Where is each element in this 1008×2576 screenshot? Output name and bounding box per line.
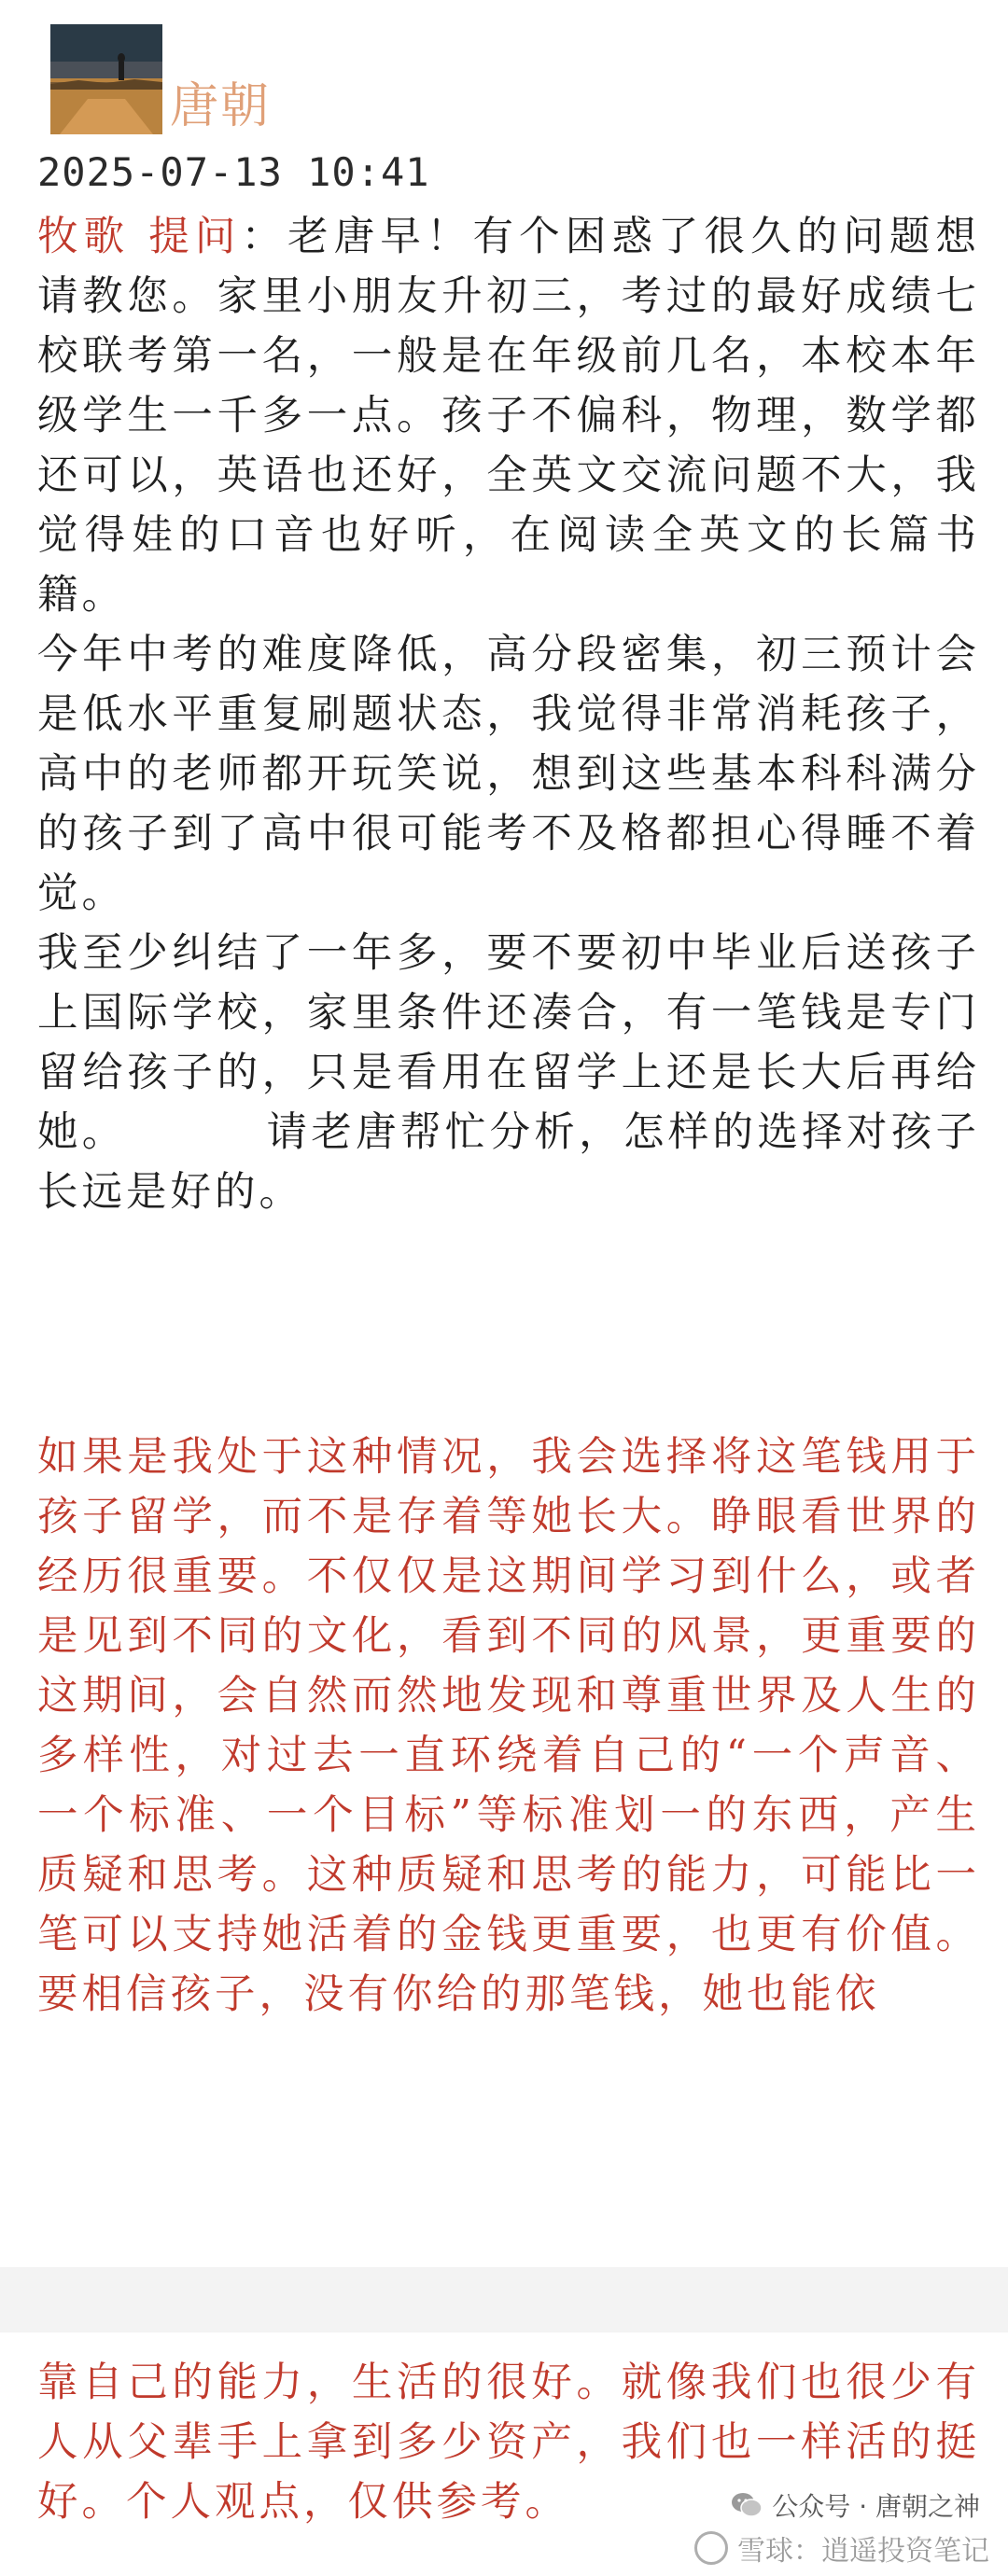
wechat-watermark	[731, 2486, 980, 2524]
xueqiu-watermark	[694, 2527, 989, 2569]
wechat-icon	[731, 2492, 763, 2518]
ask-colon: ：	[241, 214, 288, 260]
answer-paragraph-1: 如果是我处于这种情况，我会选择将这笔钱用于孩子留学，而不是存着等她长大。睁眼看世界的经历很重要。不仅仅是这期间学习到什么，或者是见到不同的文化，看到不同的风景，更重要的这期间，会自然而然地发现和尊重世界及人生的多样性，对过去一直环绕着自己的“一个声音、一个标准、一个目标”等标准划一的东西，产生质疑和思考。这种质疑和思考的能力，可能比一笔可以支持她活着的金钱更重要，也更有价值。要相信孩子，没有你给的那笔钱，她也能依	[37, 1434, 980, 2018]
post-header	[50, 24, 890, 136]
question-block	[37, 207, 980, 1222]
question-paragraph-1	[37, 207, 980, 625]
answer-paragraph-2: 靠自己的能力，生活的很好。就像我们也很少有人从父辈手上拿到多少资产，我们也一样活的挺好。个人观点，仅供参考。	[37, 2360, 980, 2526]
author-name[interactable]: 唐朝	[170, 78, 272, 134]
xueqiu-icon	[694, 2531, 728, 2565]
question-text-1: 老唐早！有个困惑了很久的问题想请教您。家里小朋友升初三，考过的最好成绩七校联考第一名，一般是在年级前几名，本校本年级学生一千多一点。孩子不偏科，物理，数学都还可以，英语也还好，全英文交流问题不大，我觉得娃的口音也好听，在阅读全英文的长篇书籍。	[37, 214, 981, 619]
xueqiu-watermark-text: 雪球：逍遥投资笔记	[737, 2535, 989, 2568]
question-paragraph-2: 今年中考的难度降低，高分段密集，初三预计会是低水平重复刷题状态，我觉得非常消耗孩子，高中的老师都开玩笑说，想到这些基本科科满分的孩子到了高中很可能考不及格都担心得睡不着觉。	[37, 632, 980, 917]
avatar-landscape-icon	[50, 24, 162, 134]
answer-block	[37, 1427, 980, 2025]
screenshot-divider	[0, 2267, 1008, 2332]
post-timestamp: 2025-07-13 10:41	[37, 149, 430, 195]
author-avatar[interactable]	[50, 24, 162, 134]
question-paragraph-3	[37, 924, 980, 1222]
ask-label: 提问	[147, 214, 242, 260]
question-request: 请老唐帮忙分析，怎样的选择对孩子长远是好的。	[37, 1109, 981, 1216]
question-text-3: 我至少纠结了一年多，要不要初中毕业后送孩子上国际学校，家里条件还凑合，有一笔钱是专门留给孩子的，只是看用在留学上还是长大后再给她。	[37, 930, 980, 1156]
wechat-watermark-text: 公众号 · 唐朝之神	[772, 2491, 980, 2522]
asker-name[interactable]: 牧歌	[37, 214, 131, 260]
